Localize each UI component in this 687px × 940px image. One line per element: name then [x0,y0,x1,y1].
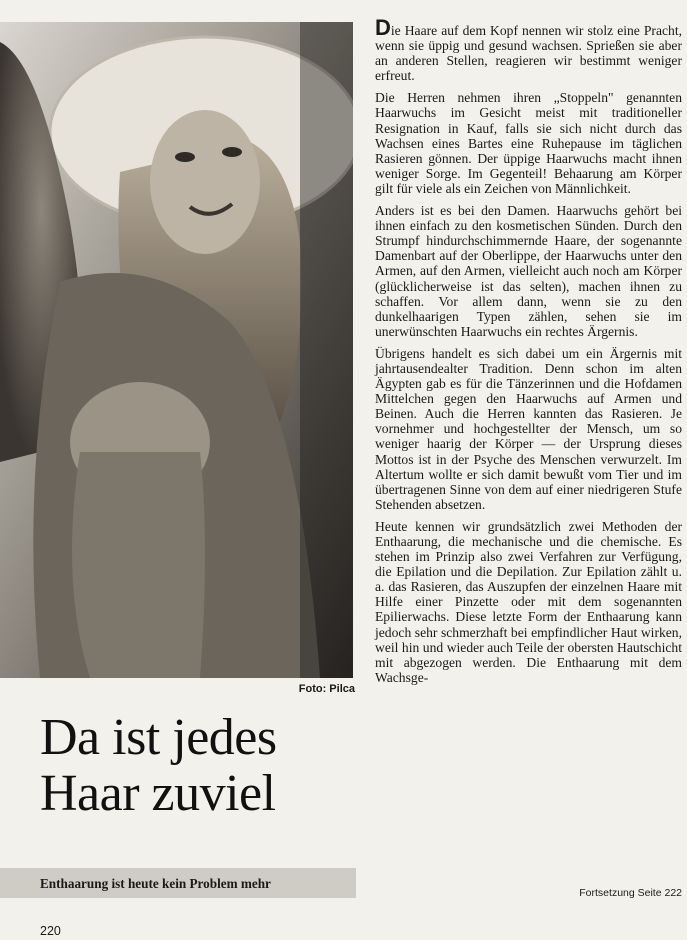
subtitle: Enthaarung ist heute kein Problem mehr [40,876,271,891]
paragraph-1 [375,15,682,84]
article-body [375,15,682,692]
drop-cap: D [375,15,391,40]
page-number: 220 [40,924,61,938]
headline [40,710,360,822]
photo-illustration [0,22,353,678]
article-photo [0,22,353,678]
photo-credit: Foto: Pilca [298,683,355,695]
headline-line-2: Haar zuviel [40,765,276,822]
continued-note: Fortsetzung Seite 222 [579,887,682,899]
paragraph-4: Übrigens handelt es sich dabei um ein Ärgernis mit jahrtausendealter Tradition. Denn schon im alten Ägypten gab es für die Tänzerinnen und die Hofdamen Mittelchen gegen den Haarwuchs auf Armen und Beinen. Auch die Herren kannten das Rasieren. Je vornehmer und hochgestellter der Mensch, um so weniger haarig der Körper — der Ursprung dieses Mottos ist in der Psyche des Menschen verwurzelt. Im Altertum wollte er sich damit bewußt vom Tier und im übertragenen Sinne von dem auf einer niedrigeren Stufe Stehenden absetzen. [375,345,682,512]
paragraph-2: Die Herren nehmen ihren „Stoppeln" genannten Haarwuchs im Gesicht meist mit traditioneller Resignation in Kauf, falls sie sich nicht durch das Wachsen eines Bartes eine Ruhepause im täglichen Rasieren gönnen. Der üppige Haarwuchs macht ihnen weniger Sorge. Im Gegenteil! Behaarung am Körper gilt für viele als ein Zeichen von Männlichkeit. [375,90,682,196]
paragraph-1-text: ie Haare auf dem Kopf nennen wir stolz eine Pracht, wenn sie üppig und gesund wachsen. Sprießen sie aber an anderen Stellen, reagieren wir bestimmt weniger erfreut. [375,23,682,84]
paragraph-5: Heute kennen wir grundsätzlich zwei Methoden der Enthaarung, die mechanische und die chemische. Es stehen im Prinzip also zwei Verfahren zur Verfügung, die Epilation und die Depilation. Zur Epilation zählt u. a. das Rasieren, das Auszupfen der einzelnen Haare mit Hilfe einer Pinzette oder mit dem sogenannten Epilierwachs. Diese letzte Form der Enthaarung kann jedoch sehr schmerzhaft bei empfindlicher Haut wirken, weil hin und wieder auch Teile der obersten Hautschicht mit abgezogen werden. Die Enthaarung mit dem Wachsge- [375,518,682,685]
headline-line-1: Da ist jedes [40,709,277,766]
paragraph-3: Anders ist es bei den Damen. Haarwuchs gehört bei ihnen einfach zu den kosmetischen Sünden. Durch den Strumpf hindurchschimmernde Haare, der sogenannte Damenbart auf der Oberlippe, der Haarwuchs unter den Armen, auf den Armen, vielleicht auch noch am Körper (glücklicherweise ist das selten), machen ihnen zu schaffen. Vor allem dann, wenn sie zu den dunkelhaarigen Typen zählen, sehen sie im unerwünschten Haarwuchs ein rechtes Ärgernis. [375,203,682,339]
